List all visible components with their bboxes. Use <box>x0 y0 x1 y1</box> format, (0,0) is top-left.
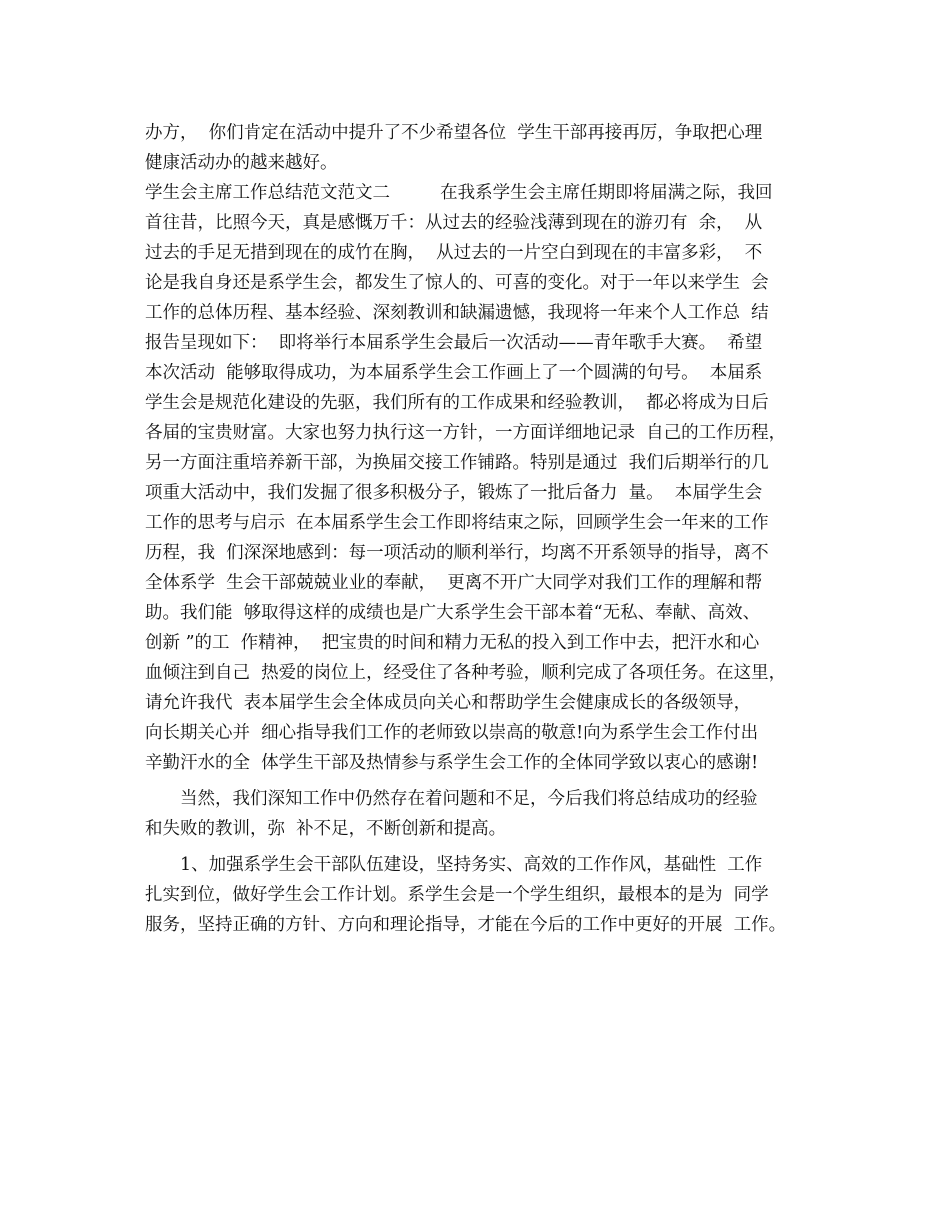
text-line: 全体系学 生会干部兢兢业业的奉献， 更离不开广大同学对我们工作的理解和帮 <box>145 573 763 593</box>
text-line: 助。我们能 够取得这样的成绩也是广大系学生会干部本着“无私、奉献、高效、 <box>145 603 761 623</box>
text-line: 辛勤汗水的全 体学生干部及热情参与系学生会工作的全体同学致以衷心的感谢! <box>145 753 759 773</box>
text-line: 1、加强系学生会干部队伍建设，坚持务实、高效的工作作风，基础性 工作 <box>180 855 763 875</box>
paragraph-summary-two <box>145 178 835 778</box>
text-line: 血倾注到自己 热爱的岗位上，经受住了各种考验，顺利完成了各项任务。在这里， <box>145 663 787 683</box>
text-line: 办方， 你们肯定在活动中提升了不少希望各位 学生干部再接再厉，争取把心理 <box>145 123 763 143</box>
text-line: 历程，我 们深深地感到：每一项活动的顺利举行，均离不开系领导的指导，离不 <box>145 543 769 563</box>
text-line: 学生会是规范化建设的先驱，我们所有的工作成果和经验教训， 都必将成为日后 <box>145 393 769 413</box>
text-line: 扎实到位，做好学生会工作计划。系学生会是一个学生组织，最根本的是为 同学 <box>145 885 769 905</box>
text-line: 工作的思考与启示 在本届系学生会工作即将结束之际，回顾学生会一年来的工作 <box>145 513 769 533</box>
text-line: 学生会主席工作总结范文范文二 在我系学生会主席任期即将届满之际，我回 <box>145 183 773 203</box>
text-line: 另一方面注重培养新干部，为换届交接工作铺路。特别是通过 我们后期举行的几 <box>145 453 769 473</box>
text-line: 服务，坚持正确的方针、方向和理论指导，才能在今后的工作中更好的开展 工作。 <box>145 915 787 935</box>
text-line: 创新 ”的工 作精神， 把宝贵的时间和精力无私的投入到工作中去，把汗水和心 <box>145 633 760 653</box>
text-line: 各届的宝贵财富。大家也努力执行这一方针，一方面详细地记录 自己的工作历程， <box>145 423 787 443</box>
paragraph-shortcomings <box>145 784 835 844</box>
paragraph-intro-ending <box>145 118 835 178</box>
text-line: 本次活动 能够取得成功，为本届系学生会工作画上了一个圆满的句号。 本届系 <box>145 363 763 383</box>
text-line: 项重大活动中，我们发掘了很多积极分子，锻炼了一批后备力 量。 本届学生会 <box>145 483 763 503</box>
document-body <box>145 118 835 940</box>
text-line: 报告呈现如下： 即将举行本届系学生会最后一次活动——青年歌手大赛。 希望 <box>145 333 763 353</box>
text-line: 健康活动办的越来越好。 <box>145 153 338 173</box>
text-line: 过去的手足无措到现在的成竹在胸， 从过去的一片空白到现在的丰富多彩， 不 <box>145 243 763 263</box>
text-line: 工作的总体历程、基本经验、深刻教训和缺漏遗憾，我现将一年来个人工作总 结 <box>145 303 769 323</box>
paragraph-point-one <box>145 850 835 940</box>
text-line: 请允许我代 表本届学生会全体成员向关心和帮助学生会健康成长的各级领导， <box>145 693 752 713</box>
text-line: 当然，我们深知工作中仍然存在着问题和不足，今后我们将总结成功的经验 <box>180 789 758 809</box>
text-line: 首往昔，比照今天，真是感慨万千：从过去的经验浅薄到现在的游刃有 余， 从 <box>145 213 763 233</box>
text-line: 论是我自身还是系学生会，都发生了惊人的、可喜的变化。对于一年以来学生 会 <box>145 273 769 293</box>
text-line: 和失败的教训，弥 补不足，不断创新和提高。 <box>145 819 507 839</box>
text-line: 向长期关心并 细心指导我们工作的老师致以崇高的敬意!向为系学生会工作付出 <box>145 723 759 743</box>
